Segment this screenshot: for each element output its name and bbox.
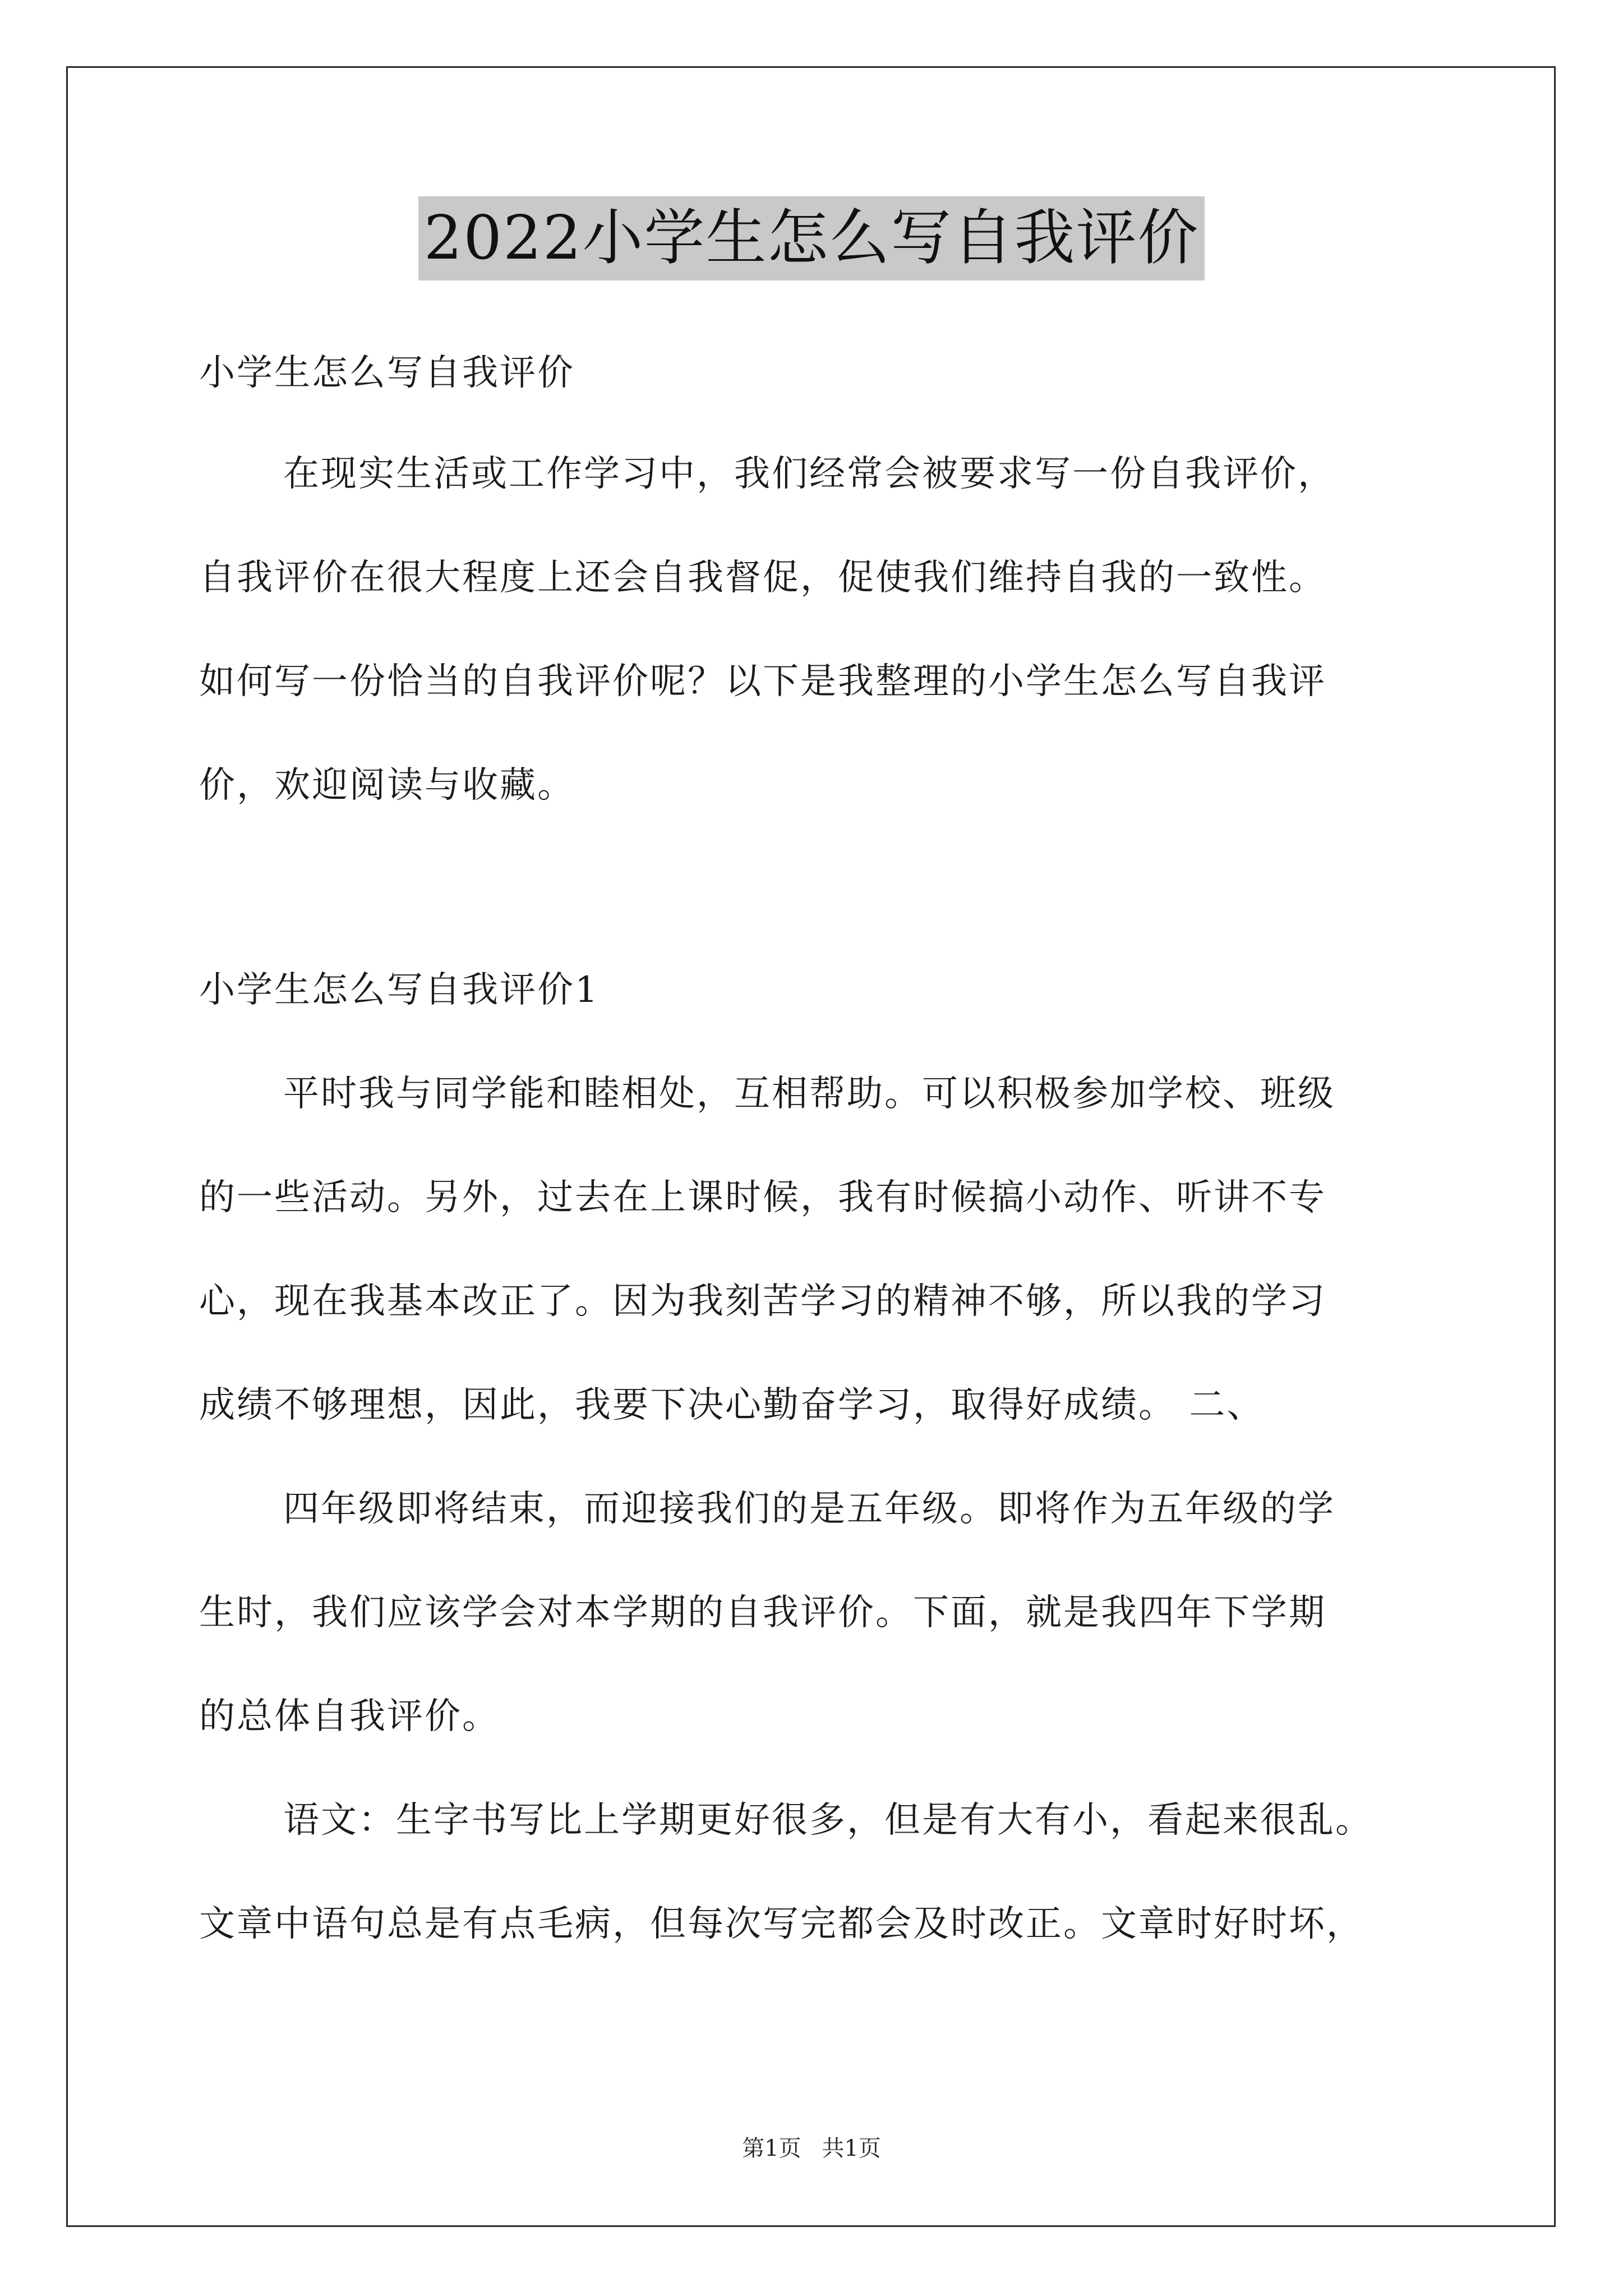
paragraph-line: 自我评价在很大程度上还会自我督促，促使我们维持自我的一致性。: [199, 557, 1326, 599]
paragraph-line: 在现实生活或工作学习中，我们经常会被要求写一份自我评价，: [283, 453, 1335, 495]
paragraph-line: 心，现在我基本改正了。因为我刻苦学习的精神不够，所以我的学习: [199, 1281, 1326, 1322]
title-container: [0, 196, 1623, 280]
paragraph-line: 生时，我们应该学会对本学期的自我评价。下面，就是我四年下学期: [199, 1592, 1326, 1634]
page-footer: [0, 2132, 1623, 2165]
page-total: 共1页: [822, 2136, 881, 2161]
paragraph-line: 价，欢迎阅读与收藏。: [199, 765, 575, 806]
paragraph-line: 语文：生字书写比上学期更好很多，但是有大有小，看起来很乱。: [283, 1800, 1373, 1841]
paragraph-line: 的一些活动。另外，过去在上课时候，我有时候搞小动作、听讲不专: [199, 1177, 1326, 1218]
document-title: 2022小学生怎么写自我评价: [418, 196, 1205, 280]
paragraph-line: 的总体自我评价。: [199, 1696, 500, 1737]
paragraph-line: 成绩不够理想，因此，我要下决心勤奋学习，取得好成绩。 二、: [199, 1384, 1265, 1426]
paragraph-line: 四年级即将结束，而迎接我们的是五年级。即将作为五年级的学: [283, 1488, 1335, 1530]
paragraph-line: 平时我与同学能和睦相处，互相帮助。可以积极参加学校、班级: [283, 1073, 1335, 1115]
subtitle-line: 小学生怎么写自我评价: [199, 352, 575, 394]
section-heading: 小学生怎么写自我评价1: [199, 969, 600, 1011]
paragraph-line: 如何写一份恰当的自我评价呢？以下是我整理的小学生怎么写自我评: [199, 661, 1326, 702]
paragraph-line: 文章中语句总是有点毛病，但每次写完都会及时改正。文章时好时坏，: [199, 1903, 1364, 1945]
page-number: 第1页: [742, 2136, 801, 2161]
